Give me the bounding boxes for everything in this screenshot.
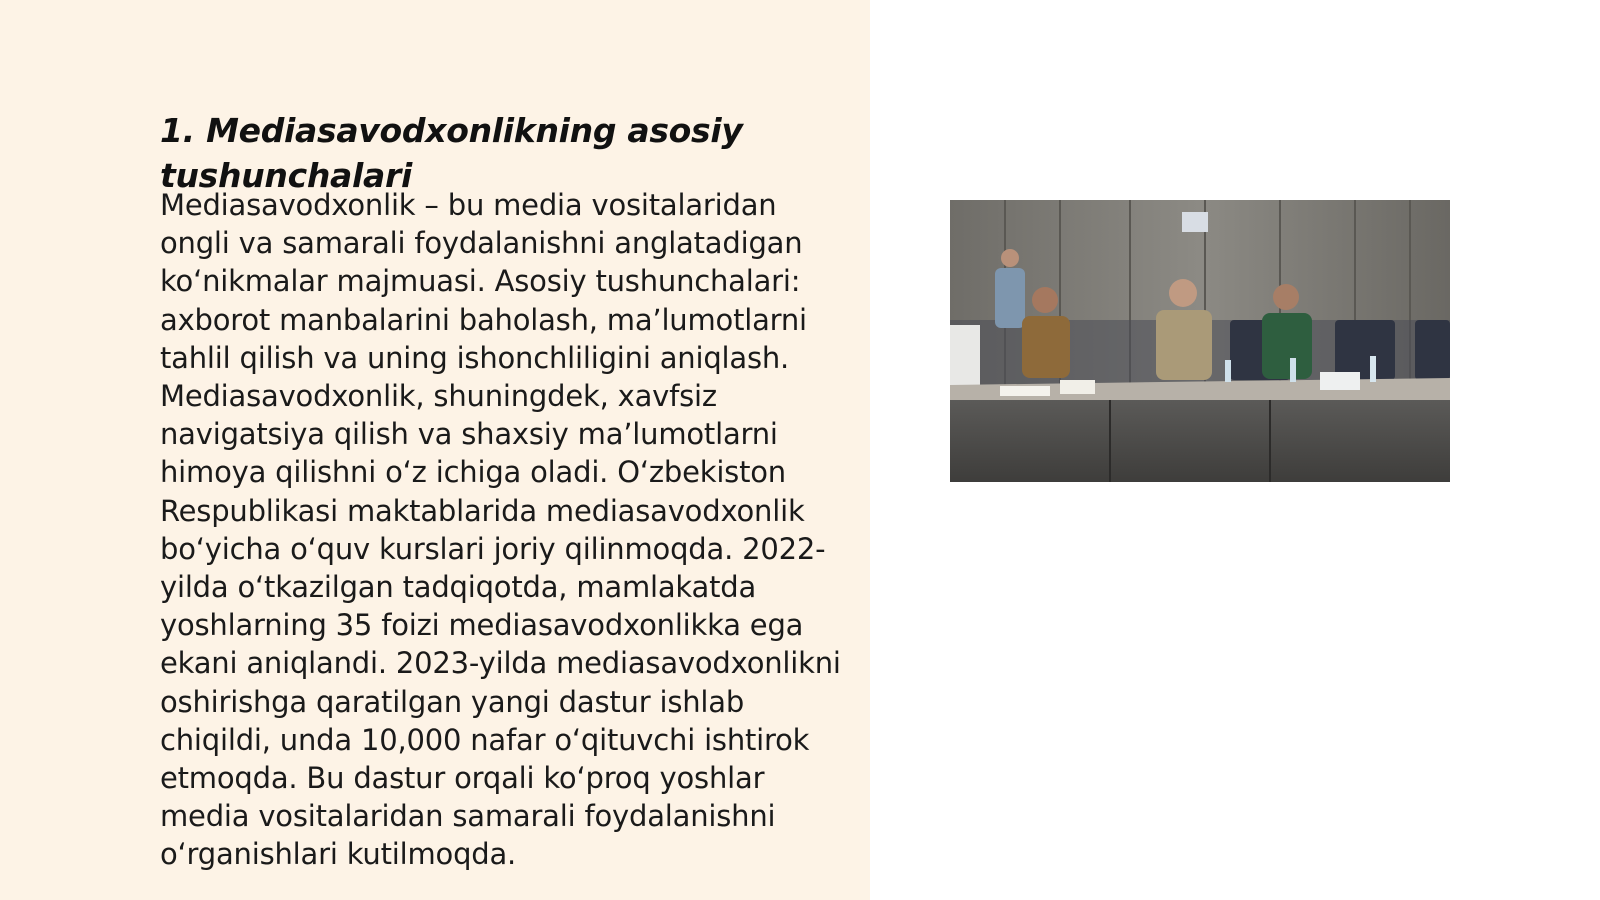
meeting-photo — [950, 200, 1450, 482]
slide-title: 1. Mediasavodxonlikning asosiy tushunchalari — [160, 111, 743, 195]
slide-body-text: Mediasavodxonlik – bu media vositalaridan ongli va samarali foydalanishni anglatadigan koʻnikmalar majmuasi. Asosiy tushunchalari: axborot manbalarini baholash, maʼlumotlarni tahlil qilish va uning ishonchliligini aniqlash. Mediasavodxonlik, shuningdek, xavfsiz navigatsiya qilish va shaxsiy maʼlumotlarni himoya qilishni oʻz ichiga oladi. Oʻzbekiston Respublikasi maktablarida mediasavodxonlik boʻyicha oʻquv kurslari joriy qilinmoqda. 2022-yilda oʻtkazilgan tadqiqotda, mamlakatda yoshlarning 35 foizi mediasavodxonlikka ega ekani aniqlandi. 2023-yilda mediasavodxonlikni oshirishga qaratilgan yangi dastur ishlab chiqildi, unda 10,000 nafar oʻqituvchi ishtirok etmoqda. Bu dastur orqali koʻproq yoshlar media vositalaridan samarali foydalanishni oʻrganishlari kutilmoqda. — [160, 188, 841, 872]
